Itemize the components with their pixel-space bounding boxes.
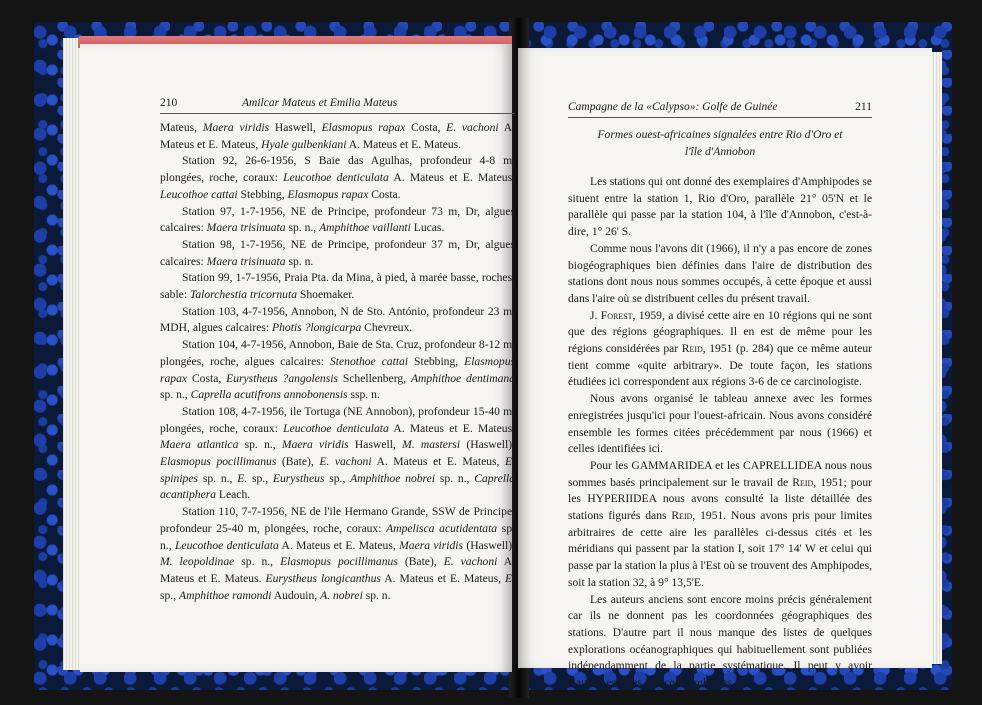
species-name: Eurystheus ?angolensis (226, 371, 338, 385)
text-run: Shoemaker. (297, 288, 355, 302)
text-run: Station 103, 4-7-1956, Annobon, N de Sto. António, profondeur 23 m, MDH, algues calcaires: (160, 304, 515, 335)
species-name: Maera viridis (202, 121, 270, 134)
paragraph (160, 204, 515, 237)
text-run: sp. n., (238, 438, 282, 452)
species-name: A. nobrei (320, 588, 363, 602)
species-name: E. (237, 471, 248, 485)
species-name: E. vachoni (446, 121, 499, 134)
text-run: Chevreux. (361, 321, 413, 335)
text-run: Lucas. (410, 221, 445, 235)
text-run: Station 110, 7-7-1956, NE de l'ile Hermano Grande, SSW de Principe, profondeur 25-40 m, plongées, roche, coraux: (160, 505, 515, 535)
text-run: Comme nous l'avons dit (1966), il n'y a pas encore de zones biogéographiques bien définies dans l'aire de distribution des stations dont nous nous sommes occupés, à cette époque et aussi dans l'aire où se distribuent celles du présent travail. (568, 241, 872, 305)
species-name: Amphithoe vaillanti (319, 221, 411, 235)
species-name: Eurystheus (272, 471, 325, 485)
text-run: (Haswell), (463, 538, 516, 552)
text-run: Audouin, (271, 588, 321, 602)
text-run: A. Mateus et E. Mateus, (388, 421, 516, 435)
text-run: Station 97, 1-7-1956, NE de Principe, profondeur 73 m, Dr, algues calcaires: (160, 204, 515, 235)
section-heading-line1: Formes ouest-africaines signalées entre Rio d'Oro et (597, 128, 843, 141)
text-run: A. Mateus et E. Mateus. (160, 555, 515, 585)
species-name: Maera trisinuata (206, 254, 286, 268)
left-page-number: 210 (160, 97, 178, 109)
text-run: J. (590, 308, 601, 322)
species-name: Caprella acantiphera (160, 471, 516, 502)
paragraph (568, 592, 872, 692)
paragraph (568, 391, 872, 458)
text-run: Station 98, 1-7-1956, NE de Principe, profondeur 37 m, Dr, algues calcaires: (160, 237, 515, 268)
text-run: Station 99, 1-7-1956, Praia Pta. da Mina, à pied, à marée basse, roches, sable: (160, 271, 515, 302)
text-run: , 1959, a divisé cette aire en 10 régions qui ne sont que des régions géographiques. Il en est de même pour les régions considérées par (568, 308, 872, 356)
species-name: Elasmopus pocillimanus (280, 555, 398, 569)
text-run: sp. n. (285, 254, 314, 268)
paragraph (568, 308, 872, 392)
section-heading-line2: l'île d'Annobon (684, 144, 756, 158)
paragraph (160, 504, 515, 604)
text-run: sp. n., (285, 221, 320, 235)
text-run: sp. n. (362, 588, 391, 602)
text-run: sp., (324, 471, 351, 485)
text-run: Pour les GAMMARIDEA et les CAPRELLIDEA nous nous sommes basés principalement sur le travail de (568, 458, 872, 489)
text-run: (Haswell), (460, 438, 516, 452)
left-header-title: Amilcar Mateus et Emilia Mateus (242, 97, 398, 109)
species-name: Maera viridis (399, 538, 464, 552)
species-name: M. mastersi (402, 438, 461, 452)
text-run: , 1951; pour les HYPERIIDEA nous avons consulté la liste détaillée des stations figurés dans (568, 475, 872, 523)
paragraph (160, 304, 515, 337)
species-name: Stenothoe cattai (329, 354, 409, 368)
text-run: Station 104, 4-7-1956, Annobon, Baie de Sta. Cruz, profondeur 8-12 m, plongées, roche, algues calcaires: (160, 338, 515, 368)
species-name: Elasmopus rapax (287, 187, 369, 201)
text-run: sp., (247, 471, 273, 485)
text-run: sp. n., (160, 521, 516, 552)
right-body-text (568, 127, 872, 692)
text-run: Costa. (368, 187, 401, 201)
species-name: Maera atlantica (160, 438, 239, 452)
text-run: Nous avons organisé le tableau annexe avec les formes enregistrées jusqu'ici pour l'ouest-africain. Nous avons considéré ensemble les formes citées précédemment par nous (1966) et celles identifiées ici. (568, 392, 872, 456)
species-name: Caprella acutifrons annobonensis (190, 388, 348, 402)
left-running-header (160, 96, 515, 114)
species-name: Leucothoe denticulata (283, 421, 389, 435)
left-page (80, 44, 516, 672)
left-body-text (160, 120, 515, 604)
text-run: A. Mateus et E. Mateus, (160, 121, 515, 151)
paragraph (568, 174, 872, 241)
text-run: Forest (600, 308, 633, 322)
text-run: A. Mateus et E. Mateus, (388, 171, 516, 185)
text-run: Reid (792, 475, 814, 489)
text-run: sp. n., (234, 555, 281, 569)
right-running-header (568, 100, 872, 118)
species-name: Amphithoe ramondi (179, 588, 272, 602)
species-name: Leucothoe cattai (160, 187, 238, 201)
species-name: Elasmopus rapax (321, 121, 406, 134)
text-run: sp. n., (198, 471, 238, 485)
text-run: Haswell, (269, 121, 322, 134)
text-run: Leach. (216, 488, 251, 502)
paragraph (160, 270, 515, 303)
species-name: Hyale gulbenkiani (261, 137, 347, 151)
text-run: A. Mateus et E. Mateus, (380, 571, 506, 585)
text-run: Schellenberg, (337, 371, 411, 385)
paragraph (568, 241, 872, 308)
species-name: M. leopoldinae (160, 555, 235, 569)
paragraph (568, 458, 872, 592)
species-name: E. vachoni (319, 455, 372, 469)
text-run: Mateus, (160, 121, 203, 134)
right-paragraphs (568, 174, 872, 692)
text-run: A. Mateus et E. Mateus. (346, 137, 462, 151)
text-run: Stebbing, (408, 354, 465, 368)
species-name: Maera trisinuata (206, 221, 286, 235)
species-name: E. spinipes (160, 455, 515, 485)
text-run: ssp. n. (347, 388, 380, 402)
species-name: Maera viridis (281, 438, 349, 452)
right-page (518, 48, 932, 690)
text-run: Les auteurs anciens sont encore moins précis généralement car ils ne donnent pas les coordonnées géographiques des stations. D'autre part il nous manque des listes de quelques explorations océanographiques qui habituellement sont publiées indépendamment de la partie systématique. Il peut y avoir d'autres espèces que celles relevées ici. (568, 592, 872, 690)
species-name: Eurystheus longicanthus (265, 571, 381, 585)
species-name: Ampelisca acutidentata (386, 521, 498, 535)
text-run: Costa, (405, 121, 447, 134)
text-run: , 1951 (p. 284) que ce même auteur tient comme «quite arbitrary». De toute façon, les stations étudiées ici correspondent aux régions 3-6 de ce carcinologiste. (568, 342, 872, 389)
text-run: Costa, (187, 371, 227, 385)
paragraph (160, 404, 515, 504)
species-name: Elasmopus pocillimanus (160, 455, 277, 469)
text-run: Station 108, 4-7-1956, ile Tortuga (NE Annobon), profondeur 15-40 m, plongées, roche, coraux: (160, 404, 515, 435)
species-name: Amphithoe dentimana (410, 371, 515, 385)
species-name: Leucothoe denticulata (174, 538, 279, 552)
text-run: (Bate), (397, 555, 444, 569)
text-run: Haswell, (348, 438, 403, 452)
species-name: Leucothoe denticulata (283, 171, 389, 185)
species-name: Elasmopus rapax (160, 354, 516, 385)
paragraph (160, 120, 515, 153)
text-run: sp., (160, 588, 180, 602)
right-header-title: Campagne de la «Calypso»: Golfe de Guinée (568, 101, 778, 113)
text-run: Reid (671, 509, 693, 523)
paragraph (160, 337, 515, 404)
text-run: , 1951. Nous avons pris pour limites arbitraires de cette aire les parallèles ci-dessus cités et les méridians qui passent par la station I, soit 17° 14' W et celui qui passe par la station la plus à l'Est où se trouvent des Amphipodes, soit la station 32, à 9° 13,5'E. (568, 509, 872, 589)
text-run: (Bate), (276, 455, 320, 469)
text-run: sp. n., (160, 388, 191, 402)
species-name: E. (505, 571, 515, 585)
right-page-number: 211 (855, 101, 872, 113)
paragraph (160, 237, 515, 270)
species-name: E. vachoni (443, 555, 498, 569)
text-run: A. Mateus et E. Mateus, (371, 455, 506, 469)
species-name: Photis ?longicarpa (272, 321, 362, 335)
text-run: A. Mateus et E. Mateus, (278, 538, 400, 552)
text-run: Reid (681, 342, 703, 356)
text-run: sp. n., (435, 471, 475, 485)
text-run: Les stations qui ont donné des exemplaires d'Amphipodes se situent entre la station 1, Rio d'Oro, parallèle 21° 05'N et le parallèle qui passe par la station 104, à l'île d'Annobon, c'est-à-dire, 1° 26' S. (568, 175, 872, 239)
page-edges-left (63, 38, 81, 670)
species-name: Talorchestia tricornuta (189, 288, 297, 302)
species-name: Amphithoe nobrei (350, 471, 436, 485)
text-run: Station 92, 26-6-1956, S Baie das Agulhas, profondeur 4-8 m, plongées, roche, coraux: (160, 154, 515, 185)
paragraph (160, 153, 515, 203)
text-run: Stebbing, (237, 187, 288, 201)
section-heading (568, 127, 872, 160)
